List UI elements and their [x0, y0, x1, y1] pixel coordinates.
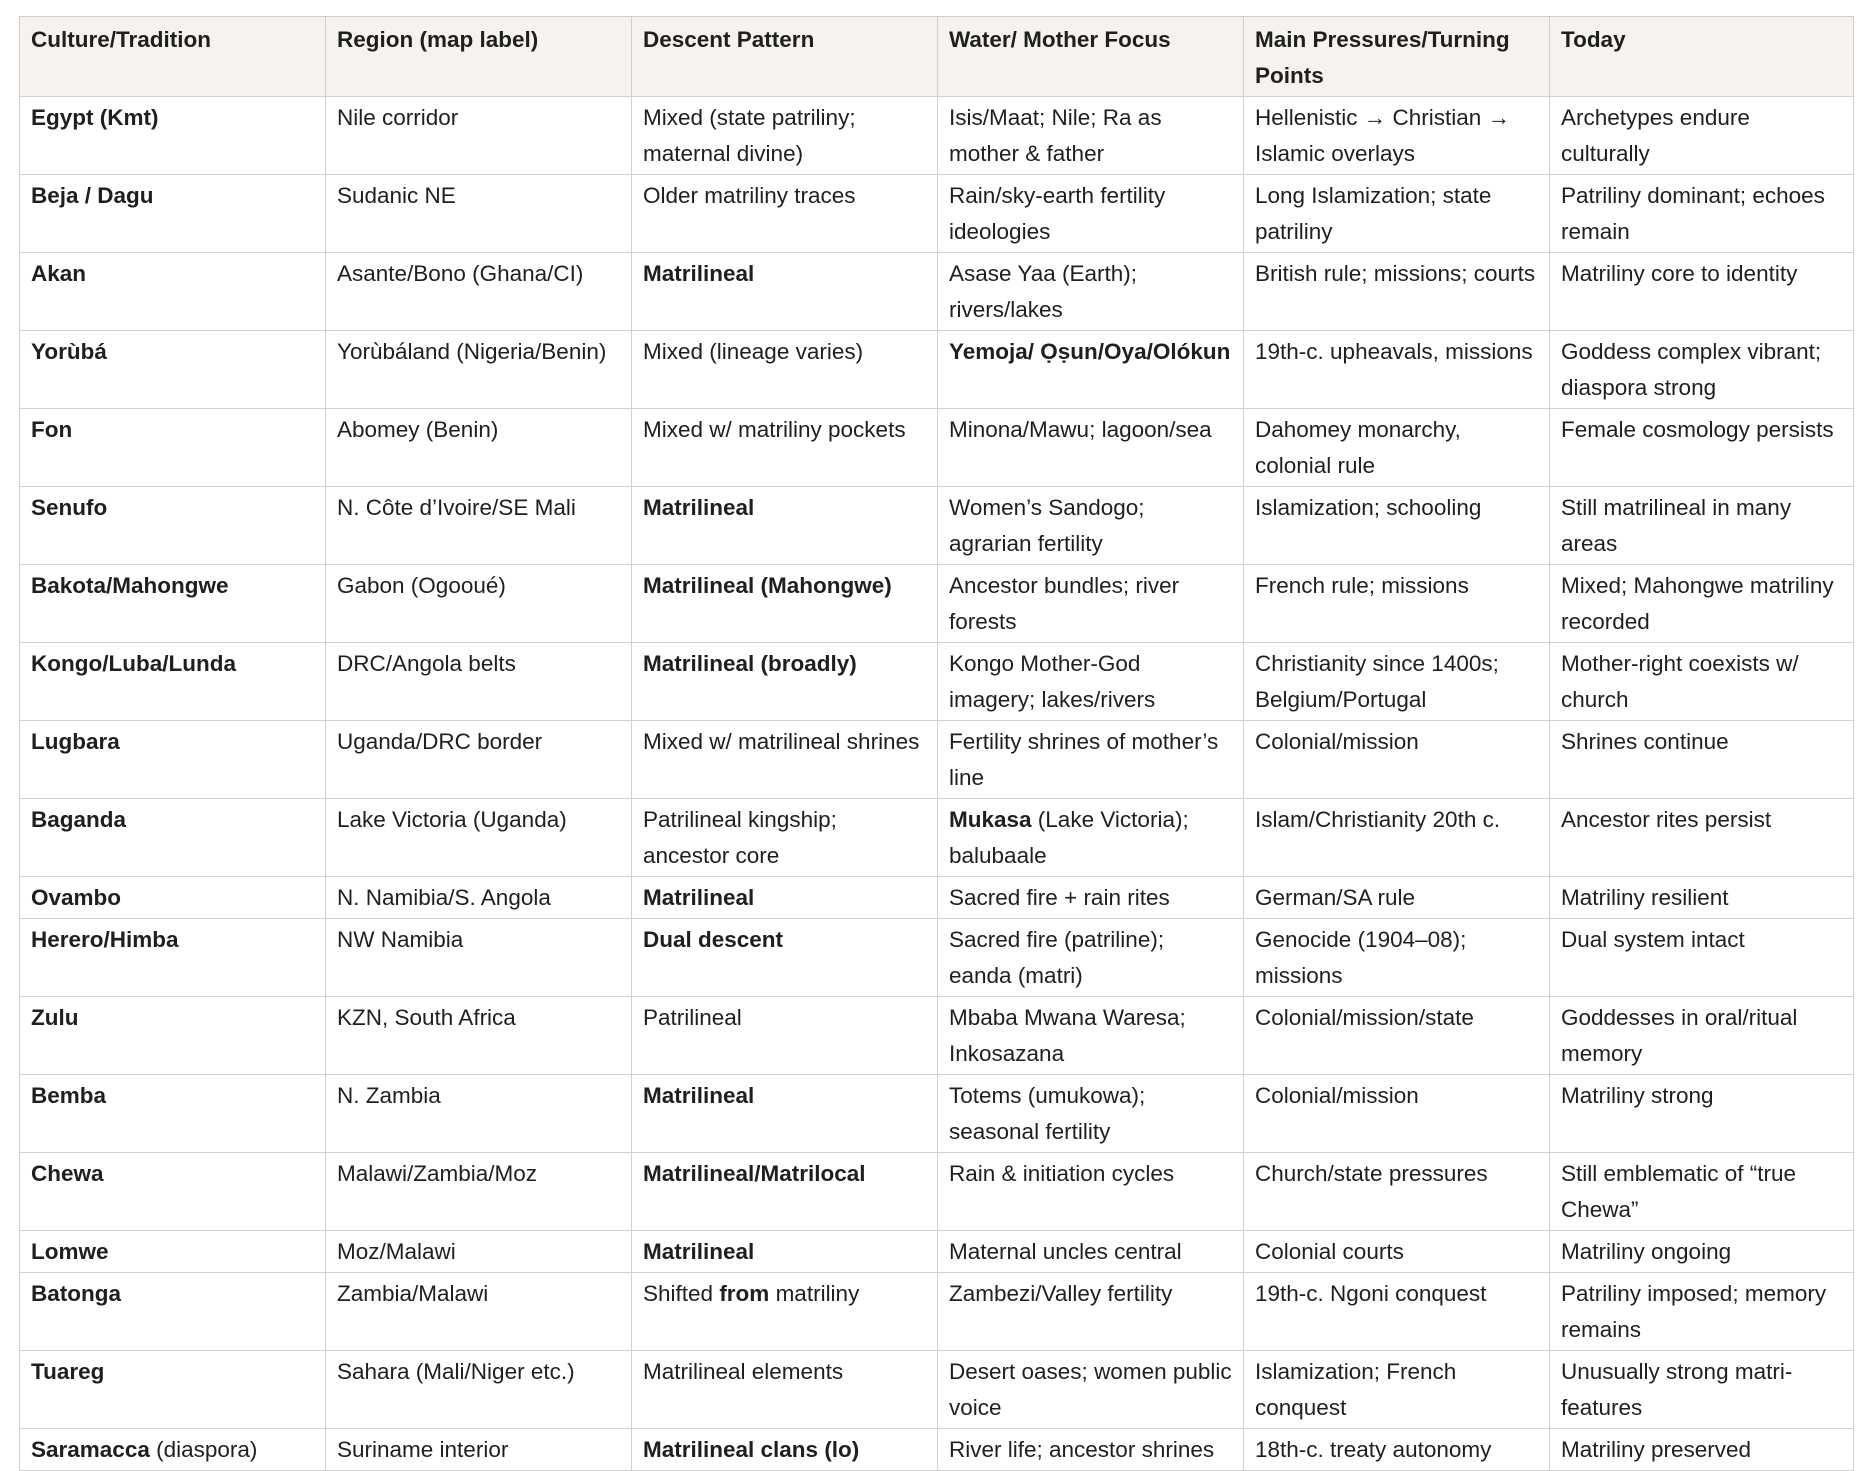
region-cell	[326, 565, 632, 643]
region-cell	[326, 1351, 632, 1429]
focus-cell	[938, 1351, 1244, 1429]
descent-cell	[632, 175, 938, 253]
descent-text: Mixed (state patriliny; maternal divine)	[643, 105, 856, 166]
region-text: Nile corridor	[337, 105, 459, 130]
today-text: Archetypes endure culturally	[1561, 105, 1750, 166]
culture-cell	[20, 331, 326, 409]
focus-text: Asase Yaa (Earth); rivers/lakes	[949, 261, 1138, 322]
culture-name: Chewa	[31, 1161, 104, 1186]
today-cell	[1550, 409, 1854, 487]
descent-cell	[632, 799, 938, 877]
culture-name: Yorùbá	[31, 339, 107, 364]
table-row	[20, 721, 1854, 799]
region-text: Asante/Bono (Ghana/CI)	[337, 261, 584, 286]
focus-cell	[938, 487, 1244, 565]
culture-name: Lugbara	[31, 729, 120, 754]
table-row	[20, 1231, 1854, 1273]
region-cell	[326, 997, 632, 1075]
descent-cell	[632, 643, 938, 721]
focus-cell	[938, 565, 1244, 643]
today-text: Still emblematic of “true Chewa”	[1561, 1161, 1797, 1222]
focus-text: Rain & initiation cycles	[949, 1161, 1175, 1186]
today-cell	[1550, 1231, 1854, 1273]
table-row	[20, 1429, 1854, 1471]
focus-text: Sacred fire (patriline); eanda (matri)	[949, 927, 1165, 988]
table-row	[20, 1075, 1854, 1153]
descent-cell	[632, 997, 938, 1075]
region-cell	[326, 409, 632, 487]
pressures-text: Colonial/mission/state	[1255, 1005, 1474, 1030]
region-cell	[326, 97, 632, 175]
culture-name: Bemba	[31, 1083, 107, 1108]
descent-text: Matrilineal	[643, 1083, 755, 1108]
table-row	[20, 487, 1854, 565]
culture-name: Beja / Dagu	[31, 183, 154, 208]
region-cell	[326, 1429, 632, 1471]
pressures-text: Islamization; schooling	[1255, 495, 1482, 520]
descent-text: Matrilineal	[643, 261, 755, 286]
descent-cell	[632, 97, 938, 175]
descent-text: Matrilineal (Mahongwe)	[643, 573, 892, 598]
table-row	[20, 1153, 1854, 1231]
header-focus: Water/ Mother Focus	[938, 17, 1244, 97]
table-row	[20, 919, 1854, 997]
today-cell	[1550, 721, 1854, 799]
focus-cell	[938, 175, 1244, 253]
today-cell	[1550, 799, 1854, 877]
region-text: DRC/Angola belts	[337, 651, 516, 676]
culture-note: (diaspora)	[149, 1437, 258, 1462]
focus-cell	[938, 97, 1244, 175]
region-cell	[326, 1075, 632, 1153]
focus-cell	[938, 643, 1244, 721]
region-text: Lake Victoria (Uganda)	[337, 807, 567, 832]
culture-name: Egypt (Kmt)	[31, 105, 159, 130]
focus-emphasis: Mukasa	[949, 807, 1032, 832]
region-cell	[326, 799, 632, 877]
region-text: Gabon (Ogooué)	[337, 573, 506, 598]
culture-cell	[20, 643, 326, 721]
focus-text: Kongo Mother-God imagery; lakes/rivers	[949, 651, 1156, 712]
today-text: Dual system intact	[1561, 927, 1745, 952]
today-cell	[1550, 1429, 1854, 1471]
pressures-cell	[1244, 97, 1550, 175]
descent-text: Mixed w/ matriliny pockets	[643, 417, 906, 442]
pressures-cell	[1244, 487, 1550, 565]
descent-text: Matrilineal/Matrilocal	[643, 1161, 866, 1186]
pressures-text: Islamization; French conquest	[1255, 1359, 1457, 1420]
culture-cell	[20, 487, 326, 565]
culture-cell	[20, 175, 326, 253]
descent-cell	[632, 1153, 938, 1231]
today-text: Matriliny strong	[1561, 1083, 1714, 1108]
region-text: Sahara (Mali/Niger etc.)	[337, 1359, 575, 1384]
culture-cell	[20, 1273, 326, 1351]
region-text: Sudanic NE	[337, 183, 456, 208]
table-row	[20, 409, 1854, 487]
region-text: Abomey (Benin)	[337, 417, 499, 442]
table-row	[20, 97, 1854, 175]
pressures-text: 18th-c. treaty autonomy	[1255, 1437, 1492, 1462]
culture-cell	[20, 919, 326, 997]
descent-emphasis: from	[719, 1281, 770, 1306]
today-cell	[1550, 253, 1854, 331]
descent-cell	[632, 1351, 938, 1429]
table-row	[20, 565, 1854, 643]
culture-cell	[20, 799, 326, 877]
descent-cell	[632, 487, 938, 565]
culture-name: Baganda	[31, 807, 127, 832]
descent-text: Matrilineal clans (lo)	[643, 1437, 860, 1462]
today-text: Matriliny resilient	[1561, 885, 1729, 910]
focus-cell	[938, 1429, 1244, 1471]
header-descent: Descent Pattern	[632, 17, 938, 97]
region-text: N. Côte d’Ivoire/SE Mali	[337, 495, 576, 520]
today-text: Patriliny dominant; echoes remain	[1561, 183, 1825, 244]
culture-name: Akan	[31, 261, 87, 286]
region-cell	[326, 919, 632, 997]
today-text: Shrines continue	[1561, 729, 1729, 754]
descent-text: Matrilineal	[643, 495, 755, 520]
header-culture: Culture/Tradition	[20, 17, 326, 97]
pressures-cell	[1244, 331, 1550, 409]
descent-cell	[632, 1429, 938, 1471]
focus-cell	[938, 919, 1244, 997]
pressures-text: French rule; missions	[1255, 573, 1469, 598]
focus-cell	[938, 877, 1244, 919]
header-pressures: Main Pressures/Turning Points	[1244, 17, 1550, 97]
pressures-text: Colonial/mission	[1255, 1083, 1419, 1108]
region-text: Zambia/Malawi	[337, 1281, 489, 1306]
table-row	[20, 331, 1854, 409]
culture-name: Lomwe	[31, 1239, 109, 1264]
descent-cell	[632, 877, 938, 919]
table-row	[20, 253, 1854, 331]
today-text: Still matrilineal in many areas	[1561, 495, 1792, 556]
focus-text: Fertility shrines of mother’s line	[949, 729, 1219, 790]
today-cell	[1550, 175, 1854, 253]
focus-text: Isis/Maat; Nile; Ra as mother & father	[949, 105, 1162, 166]
pressures-text: 19th-c. Ngoni conquest	[1255, 1281, 1487, 1306]
pressures-cell	[1244, 565, 1550, 643]
focus-text: Ancestor bundles; river forests	[949, 573, 1180, 634]
table-container	[19, 16, 1853, 1471]
header-row	[20, 17, 1854, 97]
today-cell	[1550, 877, 1854, 919]
pressures-cell	[1244, 997, 1550, 1075]
focus-text: Women’s Sandogo; agrarian fertility	[949, 495, 1145, 556]
focus-text: Zambezi/Valley fertility	[949, 1281, 1173, 1306]
culture-name: Ovambo	[31, 885, 122, 910]
pressures-cell	[1244, 1351, 1550, 1429]
descent-text: Shifted	[643, 1281, 720, 1306]
focus-text: Mbaba Mwana Waresa; Inkosazana	[949, 1005, 1186, 1066]
focus-text: Desert oases; women public voice	[949, 1359, 1232, 1420]
descent-text: Matrilineal	[643, 885, 755, 910]
region-cell	[326, 877, 632, 919]
pressures-text: Genocide (1904–08); missions	[1255, 927, 1467, 988]
focus-cell	[938, 1153, 1244, 1231]
culture-name: Saramacca	[31, 1437, 150, 1462]
pressures-cell	[1244, 253, 1550, 331]
pressures-cell	[1244, 1273, 1550, 1351]
table-row	[20, 1351, 1854, 1429]
focus-text: Maternal uncles central	[949, 1239, 1182, 1264]
pressures-cell	[1244, 409, 1550, 487]
pressures-text: British rule; missions; courts	[1255, 261, 1536, 286]
pressures-text: Long Islamization; state patriliny	[1255, 183, 1492, 244]
region-text: N. Namibia/S. Angola	[337, 885, 551, 910]
today-text: Unusually strong matri-features	[1561, 1359, 1793, 1420]
focus-cell	[938, 253, 1244, 331]
region-cell	[326, 1153, 632, 1231]
region-text: KZN, South Africa	[337, 1005, 516, 1030]
today-text: Matriliny ongoing	[1561, 1239, 1732, 1264]
focus-text: Totems (umukowa); seasonal fertility	[949, 1083, 1146, 1144]
descent-text: Matrilineal (broadly)	[643, 651, 857, 676]
focus-cell	[938, 1075, 1244, 1153]
table-row	[20, 997, 1854, 1075]
today-text: Mother-right coexists w/ church	[1561, 651, 1799, 712]
focus-cell	[938, 331, 1244, 409]
today-cell	[1550, 565, 1854, 643]
descent-cell	[632, 331, 938, 409]
today-cell	[1550, 97, 1854, 175]
pressures-cell	[1244, 175, 1550, 253]
pressures-text: Christianity since 1400s; Belgium/Portugal	[1255, 651, 1499, 712]
pressures-cell	[1244, 877, 1550, 919]
today-cell	[1550, 1075, 1854, 1153]
pressures-text: Hellenistic → Christian → Islamic overlays	[1255, 105, 1511, 166]
region-text: Moz/Malawi	[337, 1239, 456, 1264]
culture-cell	[20, 1153, 326, 1231]
culture-cell	[20, 1351, 326, 1429]
culture-name: Batonga	[31, 1281, 121, 1306]
today-cell	[1550, 1273, 1854, 1351]
descent-text: Matrilineal	[643, 1239, 755, 1264]
focus-text: Rain/sky-earth fertility ideologies	[949, 183, 1166, 244]
today-cell	[1550, 1153, 1854, 1231]
pressures-text: 19th-c. upheavals, missions	[1255, 339, 1533, 364]
focus-cell	[938, 409, 1244, 487]
culture-cell	[20, 1075, 326, 1153]
region-cell	[326, 331, 632, 409]
today-cell	[1550, 643, 1854, 721]
pressures-cell	[1244, 799, 1550, 877]
culture-cell	[20, 253, 326, 331]
pressures-cell	[1244, 643, 1550, 721]
table-row	[20, 799, 1854, 877]
focus-cell	[938, 1273, 1244, 1351]
today-cell	[1550, 919, 1854, 997]
focus-text: River life; ancestor shrines	[949, 1437, 1215, 1462]
culture-name: Fon	[31, 417, 73, 442]
culture-name: Tuareg	[31, 1359, 105, 1384]
pressures-text: Colonial courts	[1255, 1239, 1404, 1264]
table-row	[20, 1273, 1854, 1351]
pressures-cell	[1244, 1231, 1550, 1273]
pressures-cell	[1244, 1153, 1550, 1231]
descent-text: Patrilineal kingship; ancestor core	[643, 807, 837, 868]
culture-table	[19, 16, 1854, 1471]
today-text: Goddess complex vibrant; diaspora strong	[1561, 339, 1822, 400]
table-row	[20, 877, 1854, 919]
region-cell	[326, 175, 632, 253]
descent-cell	[632, 253, 938, 331]
today-cell	[1550, 1351, 1854, 1429]
region-text: Yorùbáland (Nigeria/Benin)	[337, 339, 607, 364]
descent-text: matriliny	[769, 1281, 860, 1306]
today-text: Goddesses in oral/ritual memory	[1561, 1005, 1798, 1066]
descent-cell	[632, 721, 938, 799]
culture-name: Senufo	[31, 495, 108, 520]
today-text: Female cosmology persists	[1561, 417, 1834, 442]
descent-cell	[632, 1231, 938, 1273]
pressures-cell	[1244, 721, 1550, 799]
pressures-text: Church/state pressures	[1255, 1161, 1488, 1186]
today-text: Matriliny preserved	[1561, 1437, 1752, 1462]
region-cell	[326, 487, 632, 565]
pressures-cell	[1244, 919, 1550, 997]
focus-text: (Lake Victoria); balubaale	[949, 807, 1189, 868]
today-cell	[1550, 487, 1854, 565]
descent-cell	[632, 409, 938, 487]
today-text: Ancestor rites persist	[1561, 807, 1772, 832]
region-text: NW Namibia	[337, 927, 464, 952]
region-cell	[326, 1231, 632, 1273]
today-text: Mixed; Mahongwe matriliny recorded	[1561, 573, 1834, 634]
region-cell	[326, 643, 632, 721]
today-text: Matriliny core to identity	[1561, 261, 1798, 286]
descent-cell	[632, 1075, 938, 1153]
descent-text: Dual descent	[643, 927, 784, 952]
pressures-cell	[1244, 1429, 1550, 1471]
focus-text: Sacred fire + rain rites	[949, 885, 1170, 910]
table-row	[20, 643, 1854, 721]
pressures-text: German/SA rule	[1255, 885, 1416, 910]
descent-cell	[632, 919, 938, 997]
culture-name: Kongo/Luba/Lunda	[31, 651, 236, 676]
culture-cell	[20, 997, 326, 1075]
culture-name: Herero/Himba	[31, 927, 179, 952]
culture-cell	[20, 97, 326, 175]
descent-text: Matrilineal elements	[643, 1359, 844, 1384]
descent-cell	[632, 565, 938, 643]
focus-cell	[938, 997, 1244, 1075]
descent-text: Patrilineal	[643, 1005, 742, 1030]
region-cell	[326, 721, 632, 799]
region-text: Malawi/Zambia/Moz	[337, 1161, 538, 1186]
culture-cell	[20, 1429, 326, 1471]
region-cell	[326, 253, 632, 331]
region-text: Suriname interior	[337, 1437, 509, 1462]
today-text: Patriliny imposed; memory remains	[1561, 1281, 1827, 1342]
descent-text: Mixed (lineage varies)	[643, 339, 864, 364]
focus-text: Minona/Mawu; lagoon/sea	[949, 417, 1212, 442]
region-text: N. Zambia	[337, 1083, 441, 1108]
descent-cell	[632, 1273, 938, 1351]
descent-text: Mixed w/ matrilineal shrines	[643, 729, 920, 754]
region-cell	[326, 1273, 632, 1351]
table-row	[20, 175, 1854, 253]
culture-cell	[20, 1231, 326, 1273]
culture-cell	[20, 721, 326, 799]
focus-cell	[938, 1231, 1244, 1273]
pressures-text: Islam/Christianity 20th c.	[1255, 807, 1501, 832]
today-cell	[1550, 997, 1854, 1075]
today-cell	[1550, 331, 1854, 409]
culture-cell	[20, 565, 326, 643]
culture-cell	[20, 409, 326, 487]
pressures-cell	[1244, 1075, 1550, 1153]
focus-cell	[938, 799, 1244, 877]
pressures-text: Dahomey monarchy, colonial rule	[1255, 417, 1461, 478]
descent-text: Older matriliny traces	[643, 183, 856, 208]
culture-name: Bakota/Mahongwe	[31, 573, 229, 598]
pressures-text: Colonial/mission	[1255, 729, 1419, 754]
region-text: Uganda/DRC border	[337, 729, 543, 754]
focus-text: Yemoja/ Ọṣun/Oya/Olókun	[949, 339, 1231, 364]
culture-name: Zulu	[31, 1005, 79, 1030]
header-today: Today	[1550, 17, 1854, 97]
header-region: Region (map label)	[326, 17, 632, 97]
culture-cell	[20, 877, 326, 919]
focus-cell	[938, 721, 1244, 799]
